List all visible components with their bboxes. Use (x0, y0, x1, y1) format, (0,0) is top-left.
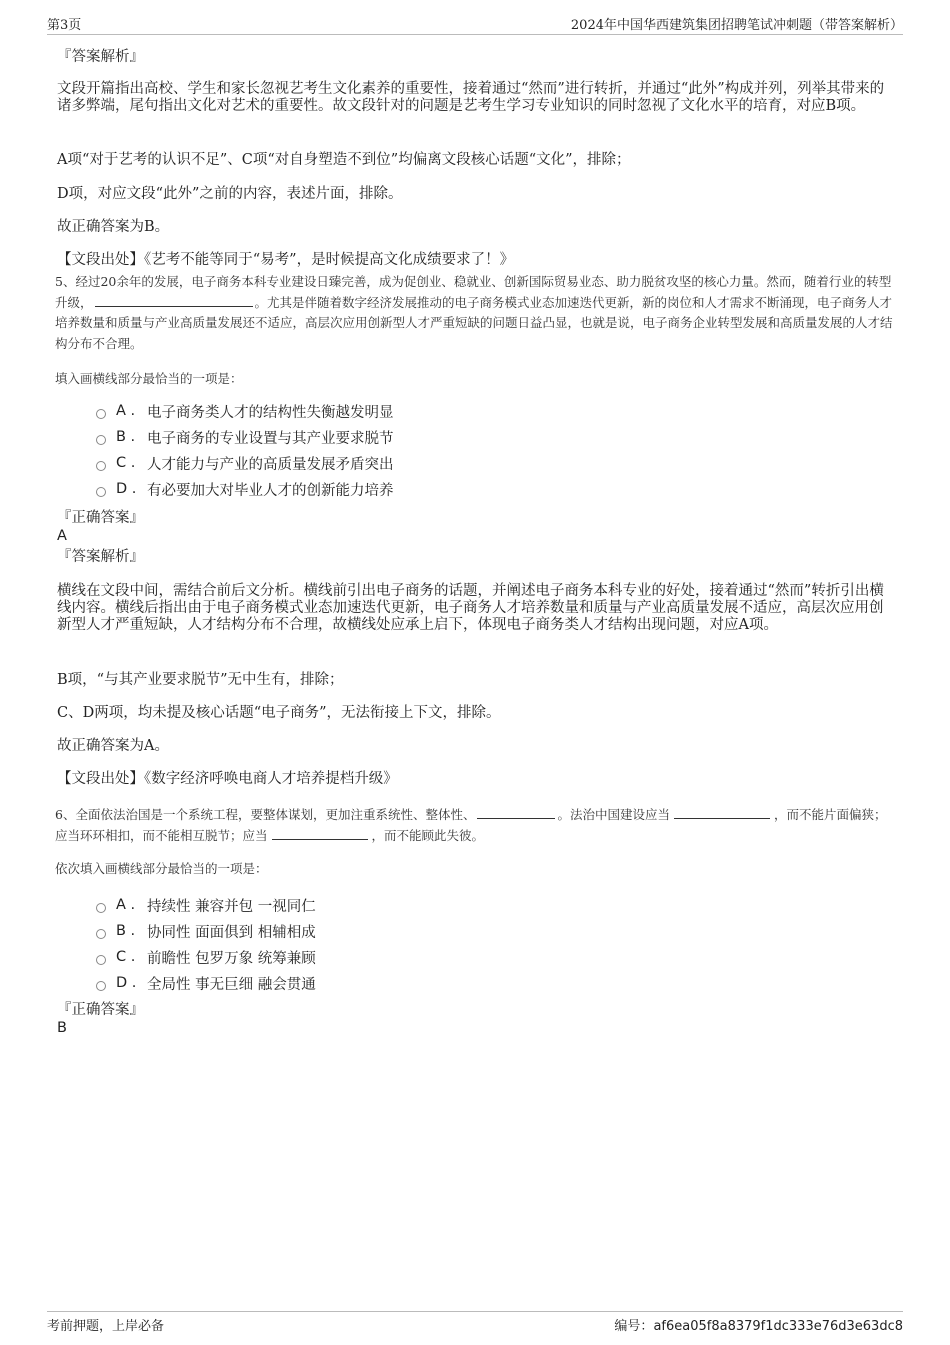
q6-blank-3 (272, 826, 368, 840)
page-header (47, 14, 903, 35)
option-text: 电子商务类人才的结构性失衡越发明显 (147, 404, 394, 421)
q6-option-a[interactable] (96, 892, 316, 918)
q6-stem-part-d: ，而不能顾此失彼。 (371, 827, 485, 843)
radio-icon[interactable] (96, 955, 106, 965)
q5-analysis-paragraph-3: C、D两项，均未提及核心话题“电子商务”，无法衔接上下文，排除。 (57, 705, 501, 721)
document-title: 2024年中国华西建筑集团招聘笔试冲刺题（带答案解析） (570, 18, 903, 33)
radio-icon[interactable] (96, 461, 106, 471)
q5-answer-label: 『正确答案』 (57, 510, 144, 526)
page-footer (47, 1311, 903, 1334)
q5-stem-part-1: 5、经过20余年的发展，电子商务本科专业建设日臻完善，成为促创业、稳就业、创新国际贸易业态、助力脱贫攻坚的核心力量。然而，随着行业的转型升级， (55, 274, 892, 310)
q6-answer: B (57, 1020, 67, 1036)
footer-code (614, 1315, 903, 1334)
option-letter: A . (116, 403, 136, 419)
q4-analysis-paragraph-2: A项“对于艺考的认识不足”、C项“对自身塑造不到位”均偏离文段核心话题“文化”，排除； (57, 152, 631, 168)
option-text: 持续性 兼容并包 一视同仁 (147, 898, 316, 915)
q6-stem-part-a: 6、全面依法治国是一个系统工程，要整体谋划，更加注重系统性、整体性、 (55, 807, 476, 822)
q5-option-d[interactable] (96, 476, 394, 502)
radio-icon[interactable] (96, 435, 106, 445)
q6-blank-1 (477, 805, 555, 819)
option-text: 全局性 事无巨细 融会贯通 (147, 976, 316, 993)
q6-options (96, 892, 316, 996)
q6-answer-label: 『正确答案』 (57, 1002, 144, 1018)
q5-option-b[interactable] (96, 424, 394, 450)
option-text: 有必要加大对毕业人才的创新能力培养 (147, 482, 394, 499)
option-text: 电子商务的专业设置与其产业要求脱节 (147, 430, 394, 447)
q5-prompt: 填入画横线部分最恰当的一项是： (55, 371, 243, 386)
q5-option-c[interactable] (96, 450, 394, 476)
q5-option-a[interactable] (96, 398, 394, 424)
q5-options (96, 398, 394, 502)
q5-analysis-label: 『答案解析』 (57, 549, 144, 565)
q5-stem (55, 272, 895, 354)
q6-option-b[interactable] (96, 918, 316, 944)
q4-analysis-label: 『答案解析』 (57, 49, 144, 65)
q6-stem-part-b: 。法治中国建设应当 (557, 807, 670, 822)
footer-code-label: 编号： (614, 1319, 654, 1334)
footer-code-value: af6ea05f8a8379f1dc333e76d3e63dc8 (653, 1319, 903, 1334)
q6-stem-part-c: ，而不能片面偏狭；应当环环相扣，而不能相互脱节；应当 (55, 807, 887, 843)
option-text: 人才能力与产业的高质量发展矛盾突出 (147, 456, 394, 473)
option-letter: B . (116, 923, 136, 939)
q5-answer: A (57, 528, 67, 544)
q6-prompt: 依次填入画横线部分最恰当的一项是： (55, 861, 268, 876)
q4-analysis-paragraph-3: D项，对应文段“此外”之前的内容，表述片面，排除。 (57, 186, 403, 202)
radio-icon[interactable] (96, 409, 106, 419)
q6-option-d[interactable] (96, 970, 316, 996)
option-letter: C . (116, 949, 136, 965)
option-letter: C . (116, 455, 136, 471)
radio-icon[interactable] (96, 487, 106, 497)
q5-blank (95, 293, 253, 307)
radio-icon[interactable] (96, 929, 106, 939)
q6-option-c[interactable] (96, 944, 316, 970)
q5-analysis-paragraph-2: B项，“与其产业要求脱节”无中生有，排除； (57, 672, 344, 688)
page-number: 第3页 (47, 18, 82, 33)
option-letter: D . (116, 481, 137, 497)
option-text: 协同性 面面俱到 相辅相成 (147, 924, 316, 941)
option-letter: B . (116, 429, 136, 445)
q5-analysis-paragraph-1: 横线在文段中间，需结合前后文分析。横线前引出电子商务的话题，并阐述电子商务本科专业的好处，接着通过“然而”转折引出横线内容。横线后指出由于电子商务模式业态加速迭代更新，电子商务人才培养数量和质量与产业高质量发展不适应，高层次应用创新型人才严重短缺，人才结构分布不合理，故横线处应承上启下，体现电子商务类人才结构出现问题，对应A项。 (57, 583, 884, 633)
option-letter: D . (116, 975, 137, 991)
q5-stem-part-2: 。尤其是伴随着数字经济发展推动的电子商务模式业态加速迭代更新，新的岗位和人才需求不断涌现，电子商务人才培养数量和质量与产业高质量发展还不适应，高层次应用创新型人才严重短缺的问题日益凸显，也就是说，电子商务企业转型发展和高质量发展的人才结构分布不合理。 (55, 294, 893, 351)
option-letter: A . (116, 897, 136, 913)
radio-icon[interactable] (96, 903, 106, 913)
q5-analysis-paragraph-4: 故正确答案为A。 (57, 738, 169, 754)
q4-source: 【文段出处】《艺考不能等同于“易考”，是时候提高文化成绩要求了！》 (57, 252, 515, 268)
q4-analysis-paragraph-1: 文段开篇指出高校、学生和家长忽视艺考生文化素养的重要性，接着通过“然而”进行转折，并通过“此外”构成并列，列举其带来的诸多弊端，尾句指出文化对艺术的重要性。故文段针对的问题是艺考生学习专业知识的同时忽视了文化水平的培育，对应B项。 (57, 81, 885, 114)
q6-stem (55, 805, 895, 846)
q6-blank-2 (674, 805, 770, 819)
radio-icon[interactable] (96, 981, 106, 991)
q4-analysis-paragraph-4: 故正确答案为B。 (57, 219, 170, 235)
option-text: 前瞻性 包罗万象 统筹兼顾 (147, 950, 316, 967)
q5-source: 【文段出处】《数字经济呼唤电商人才培养提档升级》 (57, 771, 398, 787)
footer-slogan: 考前押题，上岸必备 (47, 1319, 165, 1334)
